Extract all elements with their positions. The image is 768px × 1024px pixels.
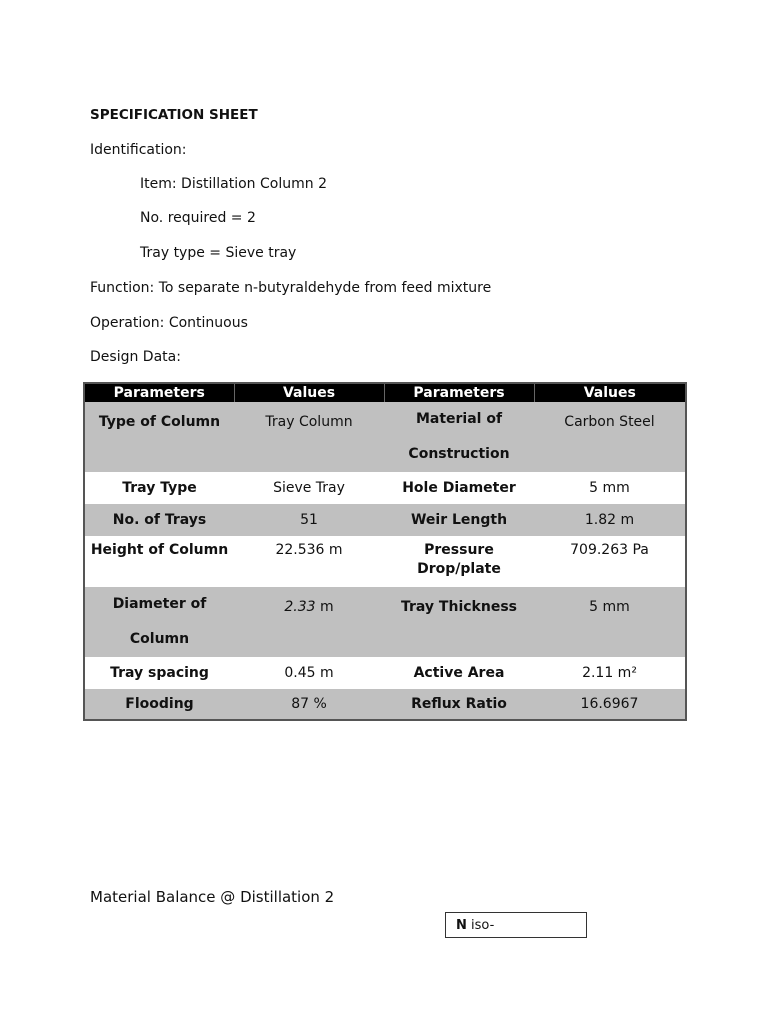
param-material-of-construction bbox=[384, 402, 534, 472]
param-pressure-line-2: Drop/plate bbox=[417, 561, 501, 577]
value-weir-length: 1.82 m bbox=[534, 504, 686, 536]
n-iso-table-cell bbox=[445, 912, 587, 938]
table-row bbox=[84, 402, 686, 472]
table-row bbox=[84, 657, 686, 689]
design-data-label: Design Data: bbox=[90, 349, 181, 365]
param-tray-spacing: Tray spacing bbox=[84, 657, 234, 689]
table-row bbox=[84, 472, 686, 504]
param-hole-diameter: Hole Diameter bbox=[384, 472, 534, 504]
value-no-of-trays: 51 bbox=[234, 504, 384, 536]
param-active-area: Active Area bbox=[384, 657, 534, 689]
function-line: Function: To separate n-butyraldehyde from feed mixture bbox=[90, 280, 492, 296]
header-values-1: Values bbox=[234, 383, 384, 402]
page-title: SPECIFICATION SHEET bbox=[90, 107, 258, 123]
param-weir-length: Weir Length bbox=[384, 504, 534, 536]
identification-label: Identification: bbox=[90, 142, 187, 158]
no-required-line: No. required = 2 bbox=[140, 210, 256, 226]
param-reflux-ratio: Reflux Ratio bbox=[384, 689, 534, 720]
value-diameter-of-column bbox=[234, 587, 384, 657]
param-material-line-2: Construction bbox=[408, 446, 510, 462]
value-height-of-column: 22.536 m bbox=[234, 536, 384, 587]
param-diameter-of-column bbox=[84, 587, 234, 657]
design-data-table bbox=[83, 382, 687, 721]
n-iso-rest: iso- bbox=[466, 918, 495, 933]
table-header-row bbox=[84, 383, 686, 402]
value-sieve-tray: Sieve Tray bbox=[234, 472, 384, 504]
param-diameter-line-1: Diameter of bbox=[112, 596, 207, 612]
value-diameter-unit: m bbox=[315, 599, 334, 615]
param-no-of-trays: No. of Trays bbox=[84, 504, 234, 536]
param-type-of-column: Type of Column bbox=[84, 402, 234, 472]
value-carbon-steel: Carbon Steel bbox=[534, 402, 686, 472]
param-pressure-drop bbox=[384, 536, 534, 587]
n-iso-bold: N bbox=[456, 918, 467, 933]
value-tray-thickness: 5 mm bbox=[534, 587, 686, 657]
table-row bbox=[84, 504, 686, 536]
value-tray-spacing: 0.45 m bbox=[234, 657, 384, 689]
table-row bbox=[84, 536, 686, 587]
param-pressure-line-1: Pressure bbox=[424, 542, 494, 558]
tray-type-line: Tray type = Sieve tray bbox=[140, 245, 297, 261]
item-line: Item: Distillation Column 2 bbox=[140, 176, 327, 192]
param-tray-thickness: Tray Thickness bbox=[384, 587, 534, 657]
value-reflux-ratio: 16.6967 bbox=[534, 689, 686, 720]
value-active-area: 2.11 m² bbox=[534, 657, 686, 689]
value-flooding: 87 % bbox=[234, 689, 384, 720]
param-material-line-1: Material of bbox=[415, 411, 503, 427]
param-diameter-line-2: Column bbox=[129, 631, 190, 647]
param-tray-type: Tray Type bbox=[84, 472, 234, 504]
material-balance-title: Material Balance @ Distillation 2 bbox=[90, 888, 335, 906]
value-hole-diameter: 5 mm bbox=[534, 472, 686, 504]
value-tray-column: Tray Column bbox=[234, 402, 384, 472]
header-values-2: Values bbox=[534, 383, 686, 402]
value-pressure-drop: 709.263 Pa bbox=[534, 536, 686, 587]
table-row bbox=[84, 587, 686, 657]
header-parameters-2: Parameters bbox=[384, 383, 534, 402]
value-diameter-number: 2.33 bbox=[284, 599, 316, 615]
table-row bbox=[84, 689, 686, 720]
param-flooding: Flooding bbox=[84, 689, 234, 720]
param-height-of-column: Height of Column bbox=[84, 536, 234, 587]
header-parameters-1: Parameters bbox=[84, 383, 234, 402]
operation-line: Operation: Continuous bbox=[90, 315, 248, 331]
